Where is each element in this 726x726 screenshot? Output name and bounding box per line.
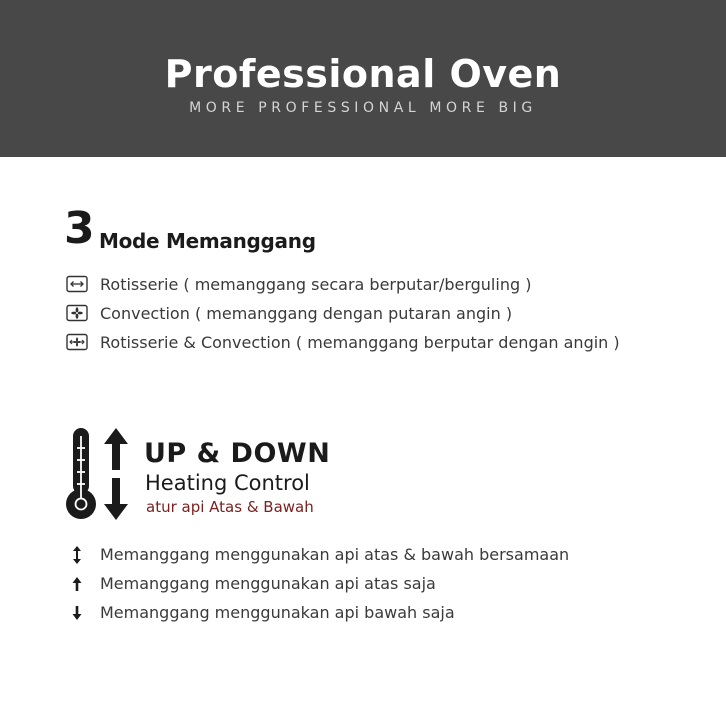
thermometer-icon — [64, 426, 100, 522]
modes-count: 3 — [64, 203, 95, 254]
heating-note: atur api Atas & Bawah — [146, 498, 314, 516]
rotisserie-icon — [66, 275, 88, 293]
mode-label-rotisserie: Rotisserie ( memanggang secara berputar/berguling ) — [100, 275, 532, 294]
heating-subtitle: Heating Control — [145, 471, 310, 495]
heating-title: UP & DOWN — [144, 438, 331, 469]
up-arrow-icon — [72, 575, 82, 593]
mode-label-convection: Convection ( memanggang dengan putaran angin ) — [100, 304, 513, 323]
list-item — [66, 569, 569, 598]
tagline: MORE PROFESSIONAL MORE BIG — [189, 100, 537, 116]
rotisserie-convection-icon — [66, 333, 88, 351]
list-item — [66, 598, 569, 627]
list-item — [66, 540, 569, 569]
list-item — [66, 299, 620, 328]
list-item — [66, 270, 620, 299]
heating-label-bottom: Memanggang menggunakan api bawah saja — [100, 603, 455, 622]
down-arrow-icon — [72, 604, 82, 622]
convection-fan-icon — [66, 304, 88, 322]
heating-list — [66, 540, 569, 627]
up-down-arrows-icon — [102, 426, 130, 522]
list-item — [66, 328, 620, 357]
modes-list — [66, 270, 620, 357]
mode-label-rotisserie-convection: Rotisserie & Convection ( memanggang berputar dengan angin ) — [100, 333, 620, 352]
modes-title: Mode Memanggang — [99, 229, 316, 253]
heating-label-both: Memanggang menggunakan api atas & bawah bersamaan — [100, 545, 570, 564]
header-banner — [0, 0, 726, 157]
heating-label-top: Memanggang menggunakan api atas saja — [100, 574, 436, 593]
page-title: Professional Oven — [164, 52, 562, 96]
up-down-arrow-icon — [72, 546, 82, 564]
heating-control-heading — [64, 426, 354, 522]
